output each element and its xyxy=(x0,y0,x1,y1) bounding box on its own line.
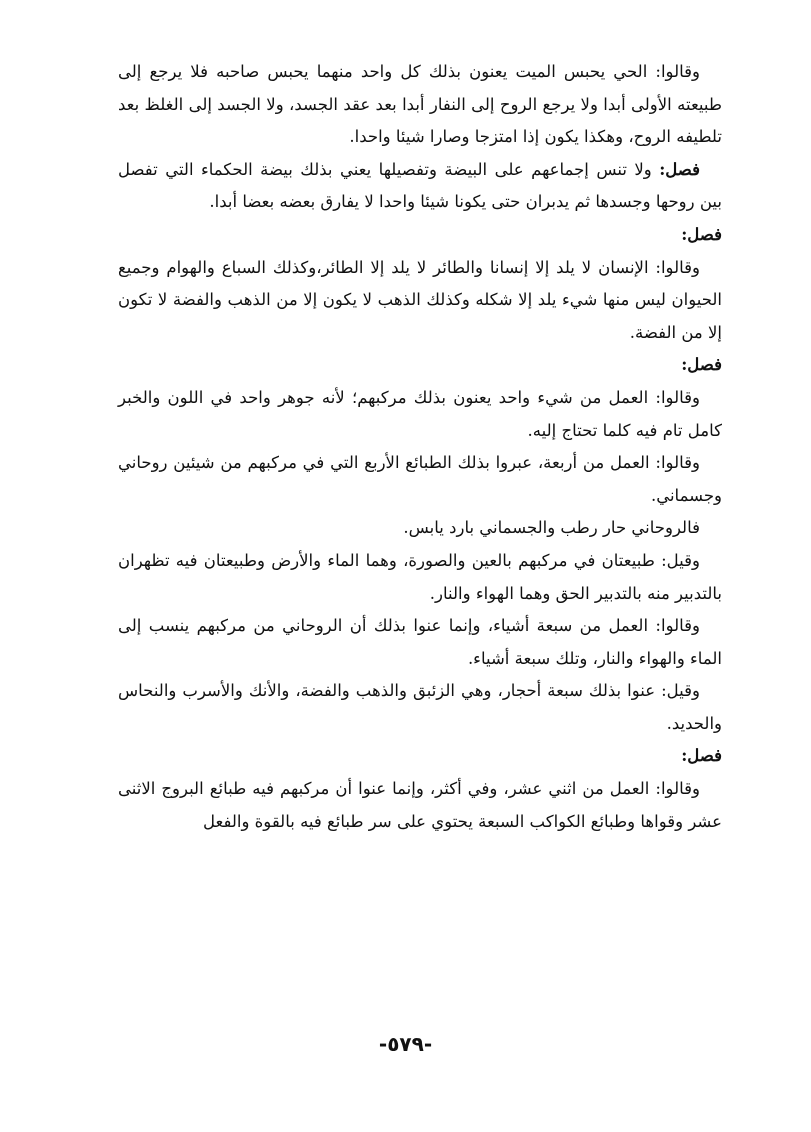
section-lead: فصل: xyxy=(659,159,700,179)
paragraph-with-lead xyxy=(118,154,722,219)
paragraph: وقالوا: العمل من سبعة أشياء، وإنما عنوا بذلك أن الروحاني من مركبهم ينسب إلى الماء والهواء والنار، وتلك سبعة أشياء. xyxy=(118,616,722,668)
page-number: -٥٧٩- xyxy=(378,1032,433,1056)
paragraph: وقالوا: العمل من أربعة، عبروا بذلك الطبائع الأربع التي في مركبهم من شيئين روحاني وجسماني. xyxy=(118,453,722,505)
paragraph: وقالوا: الإنسان لا يلد إلا إنسانا والطائر لا يلد إلا الطائر،وكذلك السباع والهوام وجميع الحيوان ليس منها شيء يلد إلا شكله وكذلك الذهب لا يكون إلا من الذهب والفضة لا تكون إلا من الفضة. xyxy=(118,257,722,342)
section-heading: فصل: xyxy=(681,224,722,244)
paragraph: وقالوا: الحي يحبس الميت يعنون بذلك كل واحد منهما يحبس صاحبه فلا يرجع إلى طبيعته الأولى أبدا ولا يرجع الروح إلى النفار أبدا بعد عقد الجسد، ولا الجسد إلى الغلظ بعد تلطيفه الروح، وهكذا يكون إذا امتزجا وصارا شيئا واحدا. xyxy=(118,62,722,147)
page-body xyxy=(118,56,722,838)
paragraph: وقالوا: العمل من شيء واحد يعنون بذلك مركبهم؛ لأنه جوهر واحد في اللون والخبر كامل تام فيه كلما تحتاج إليه. xyxy=(118,387,722,440)
paragraph: وقيل: عنوا بذلك سبعة أحجار، وهي الزئبق والذهب والفضة، والأنك والأسرب والنحاس والحديد. xyxy=(118,681,722,733)
section-heading: فصل: xyxy=(681,746,722,766)
section-heading: فصل: xyxy=(681,355,722,375)
paragraph: وقيل: طبيعتان في مركبهم بالعين والصورة، وهما الماء والأرض وطبيعتان فيه تظهران بالتدبير منه بالتدبير الحق وهما الهواء والنار. xyxy=(118,550,722,603)
paragraph: فالروحاني حار رطب والجسماني بارد يابس. xyxy=(403,518,700,538)
paragraph: وقالوا: العمل من اثني عشر، وفي أكثر، وإنما عنوا أن مركبهم فيه طبائع البروج الاثنى عشر وقواها وطبائع الكواكب السبعة يحتوي على سر طبائع فيه بالقوة والفعل xyxy=(118,779,722,831)
paragraph-text: ولا تنس إجماعهم على البيضة وتفصيلها يعني بذلك بيضة الحكماء التي تفصل بين روحها وجسدها ثم يدبران حتى يكونا شيئا واحدا لا يفارق بعضه بعضا أبدا. xyxy=(118,159,722,212)
